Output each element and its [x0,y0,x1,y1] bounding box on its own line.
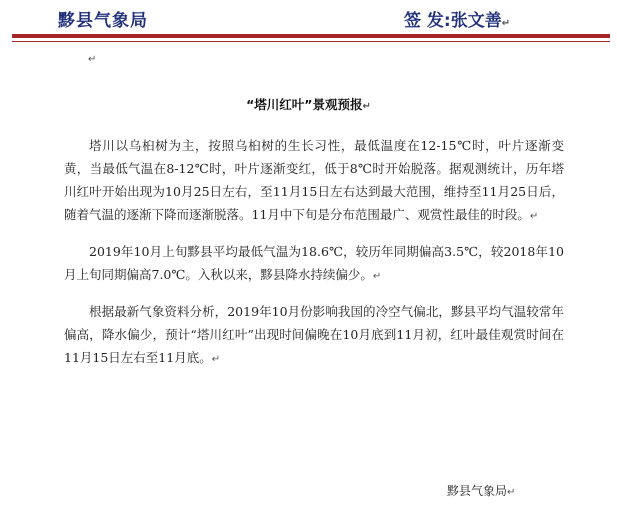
paragraph-mark-icon: ↵ [507,487,516,498]
signatory [404,6,510,31]
body-paragraph-2: 2019年10月上旬黟县平均最低气温为18.6℃，较历年同期偏高3.5℃，较2018年10月上旬同期偏高7.0℃。入秋以来，黟县降水持续偏少。↵ [64,244,564,282]
paragraph-mark-icon: ↵ [211,354,221,365]
signer-name: 张文善 [450,11,502,31]
paragraph-mark-icon: ↵ [362,101,371,112]
signoff-organization: 黟县气象局↵ [447,484,516,498]
document-body [64,134,564,383]
paragraph-mark-icon: ↵ [88,54,97,65]
header-rule-thick [12,34,610,38]
header-rule-thin [12,41,610,42]
document-title: “塔川红叶”景观预报↵ [246,97,371,112]
sign-label: 签 发: [404,11,451,31]
paragraph-mark-icon: ↵ [529,211,539,222]
body-paragraph-1: 塔川以乌桕树为主，按照乌桕树的生长习性，最低温度在12-15℃时，叶片逐渐变黄，当最低气温在8-12℃时，叶片逐渐变红，低于8℃时开始脱落。据观测统计，历年塔川红叶开始出现为10月25日左右，至11月15日左右达到最大范围，维持至11月25日后，随着气温的逐渐下降而逐渐脱落。11月中下旬是分布范围最广、观赏性最佳的时段。↵ [64,138,564,222]
body-paragraph-3: 根据最新气象资料分析，2019年10月份影响我国的冷空气偏北，黟县平均气温较常年偏高，降水偏少，预计“塔川红叶”出现时间偏晚在10月底到11月初，红叶最佳观赏时间在11月15日左右至11月底。↵ [64,304,564,365]
document-header [0,0,617,34]
paragraph-mark-icon: ↵ [372,271,382,282]
paragraph-mark-icon: ↵ [501,18,511,29]
issuing-organization: 黟县气象局 [58,11,148,31]
